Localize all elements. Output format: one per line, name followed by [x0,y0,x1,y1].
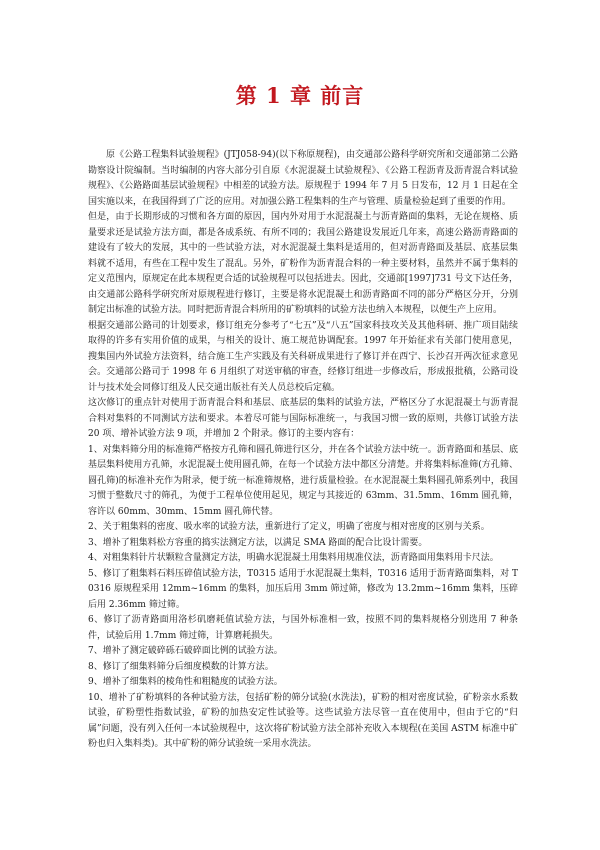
list-item: 9、增补了细集料的棱角性和粗糙度的试验方法。 [88,677,283,687]
paragraph: 这次修订的重点针对使用于沥青混合料和基层、底基层的集料的试验方法，严格区分了水泥混凝土与沥青混合料对集料的不同测试方法和要求。本着尽可能与国际标准统一，与我国习惯一致的原则，共修订试验方法 20 项、增补试验方法 9 项，并增加 2 个附录。修订的主要内容有： [88,398,518,439]
list-item: 6、修订了沥青路面用洛杉矶磨耗值试验方法，与国外标准相一致，按照不同的集料规格分别选用 7 种条件，试验后用 1.7mm 筛过筛，计算磨耗损失。 [88,615,518,641]
list-item: 3、增补了粗集料松方容重的捣实法测定方法，以满足 SMA 路面的配合比设计需要。 [88,537,428,548]
paragraph: 原《公路工程集料试验规程》(JTJ058-94)(以下称原规程)，由交通部公路科学研究所和交通部第二公路勘察设计院编制。当时编制的内容大部分引自原《水泥混凝土试验规程》、《公路工程沥青及沥青混合料试验规程》、《公路路面基层试验规程》中相差的试验方法。原规程于 1994 年 7 月 5 日发布，12 月 1 日起在全国实施以来，在我国得到了广泛的应用。对加强公路工程集料的生产与管理、质量检验起到了重要的作用。 [88,150,518,207]
list-item: 10、增补了矿粉填料的各种试验方法，包括矿粉的筛分试验(水洗法)，矿粉的相对密度试验，矿粉亲水系数试验，矿粉塑性指数试验，矿粉的加热安定性试验等。这些试验方法尽管一直在使用中，但由于它的“归属”问题，没有列入任何一本试验规程中，这次将矿粉试验方法全部补充收入本规程(在美国 ASTM 标准中矿粉也归入集料类)。其中矿粉的筛分试验统一采用水洗法。 [88,692,518,749]
chapter-title: 第 1 章 前言 [235,83,365,108]
list-item: 5、修订了粗集料石料压碎值试验方法，T0315 适用于水泥混凝土集料，T0316 适用于沥青路面集料，对 T0316 原规程采用 12mm~16mm 的集料，加压后用 3mm 筛过筛，修改为 13.2mm~16mm 集料，压碎后用 2.36mm 筛过筛。 [88,568,518,610]
chapter-body [88,148,518,753]
list-item: 4、对粗集料针片状颗粒含量测定方法，明确水泥混凝土用集料用规准仪法，沥青路面用集料用卡尺法。 [88,553,499,563]
list-item: 8、修订了细集料筛分后细度模数的计算方法。 [88,661,274,672]
paragraph: 根据交通部公路司的计划要求，修订组充分参考了“七五”及“八五”国家科技攻关及其他科研、推广项目陆续取得的许多有实用价值的成果，与相关的设计、施工规范协调配套。1997 年开始征求有关部门使用意见，搜集国内外试验方法资料，结合施工生产实践及有关科研成果进行了修订并在西宁、长沙召开两次征求意见会。交通部公路司于 1998 年 6 月组织了对送审稿的审查，经修订组进一步修改后，形成报批稿，公路司设计与技术处会同修订组及人民交通出版社有关人员总校后定稿。 [88,320,518,393]
paragraph: 但是，由于长期形成的习惯和各方面的原因，国内外对用于水泥混凝土与沥青路面的集料，无论在规格、质量要求还是试验方法方面，都是各成系统、有所不同的；我国公路建设发展近几年来，高速公路沥青路面的建设有了较大的发展，其中的一些试验方法，对水泥混凝土集料是适用的，但对沥青路面及基层、底基层集料就不适用，有些在工程中发生了混乱。另外，矿粉作为沥青混合料的一种主要材料，虽然并不属于集料的定义范围内，原规定在此本规程更合适的试验规程可以包括进去。因此，交通部[1997]731 号文下达任务，由交通部公路科学研究所对原规程进行修订，主要是将水泥混凝土和沥青路面不同的部分严格区分开，分别制定出标准的试验方法。同时把沥青混合料所用的矿粉填料的试验方法也纳入本规程，以便生产上应用。 [88,212,518,315]
list-item: 7、增补了测定破碎砾石破碎面比例的试验方法。 [88,646,283,656]
list-item: 1、对集料筛分用的标准筛严格按方孔筛和圆孔筛进行区分，并在各个试验方法中统一。沥青路面和基层、底基层集料使用方孔筛，水泥混凝土使用圆孔筛，在每一个试验方法中都区分清楚。并将集料标准筛(方孔筛、圆孔筛)的标准补充作为附录，便于统一标准筛规格，进行质量检验。在水泥混凝土集料圆孔筛系列中，我国习惯于整数尺寸的筛孔，为便于工程单位使用起见，规定与其接近的 63mm、31.5mm、16mm 圆孔筛，容许以 60mm、30mm、15mm 圆孔筛代替。 [88,444,518,517]
list-item: 2、关于粗集料的密度、吸水率的试验方法，重新进行了定义，明确了密度与相对密度的区别与关系。 [88,522,490,532]
